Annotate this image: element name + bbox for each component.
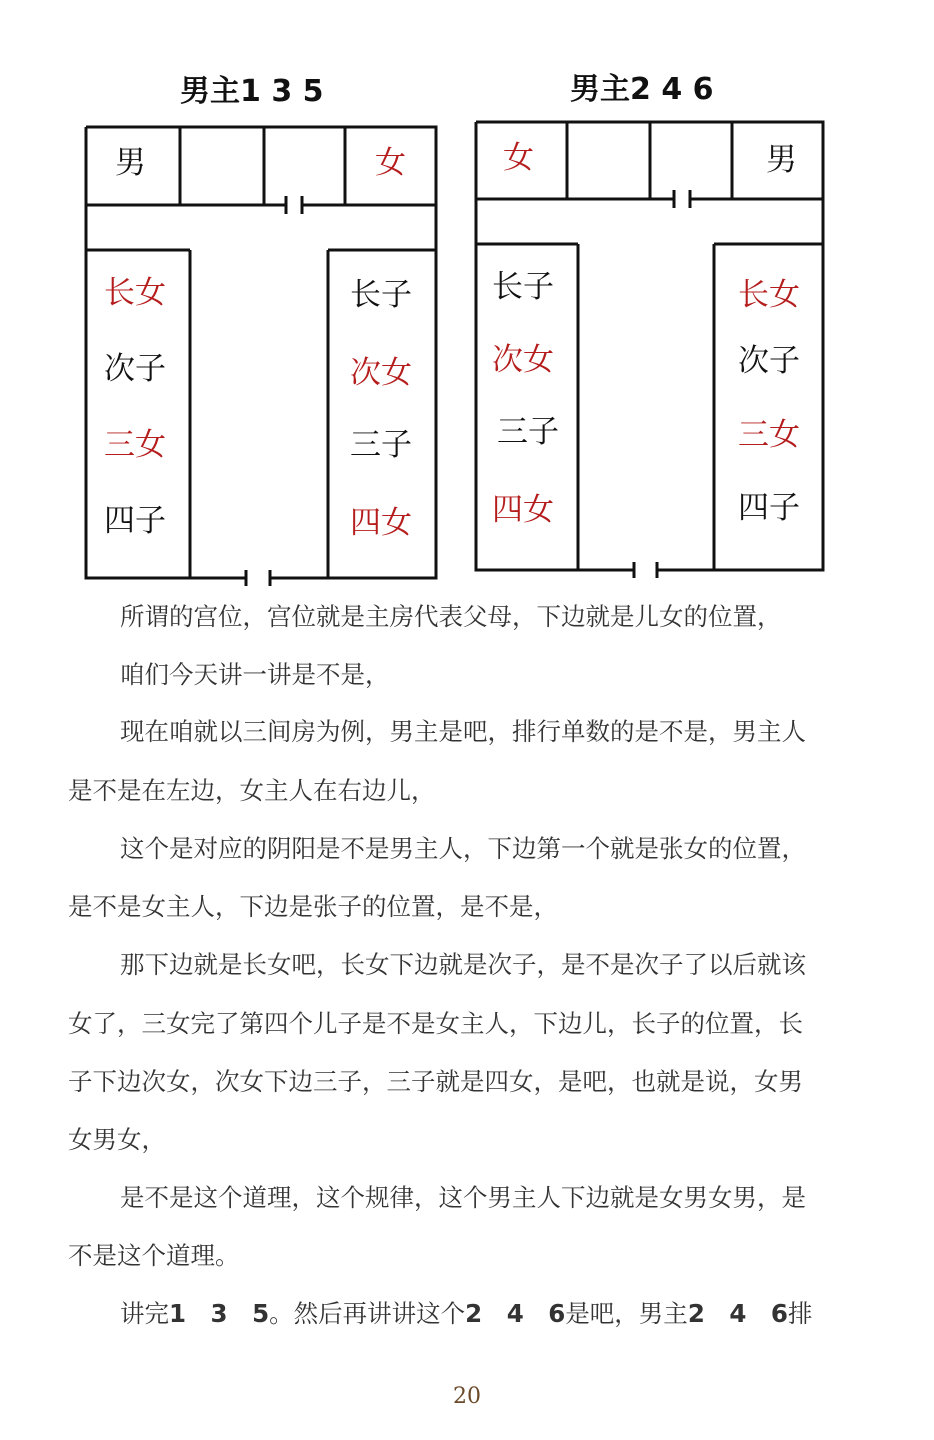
- paragraph-line: 那下边就是长女吧，长女下边就是次子，是不是次子了以后就该: [120, 950, 806, 979]
- paragraph-line: 咱们今天讲一讲是不是，: [120, 660, 390, 689]
- plan-1-left-room-3: 三女: [104, 427, 166, 463]
- paragraph-line: 是不是这个道理，这个规律，这个男主人下边就是女男女男，是: [120, 1183, 806, 1212]
- plan-2-right-room-1: 长女: [738, 277, 800, 313]
- paragraph-line: 子下边次女，次女下边三子，三子就是四女，是吧，也就是说，女男: [68, 1067, 803, 1096]
- paragraph-line: 不是这个道理。: [68, 1241, 240, 1270]
- plan-2-left-room-2: 次女: [492, 342, 554, 378]
- last-line-part-d: 排: [787, 1299, 813, 1328]
- plan-2-title: 男主2 4 6: [570, 72, 714, 107]
- plan-2-left-room-1: 长子: [492, 269, 554, 305]
- plan-1-left-room-1: 长女: [104, 275, 166, 311]
- paragraph-last-line: [120, 1299, 812, 1329]
- page-number: 20: [453, 1384, 481, 1409]
- plan-1-right-room-4: 四女: [350, 505, 412, 541]
- plan-2-left-room-3: 三子: [497, 414, 559, 450]
- plan-1-title: 男主1 3 5: [180, 74, 324, 109]
- plan-2-top-right-room: 男: [766, 142, 797, 178]
- plan-1-top-left-room: 男: [115, 145, 146, 181]
- paragraph-line: 是不是在左边，女主人在右边儿，: [68, 776, 436, 805]
- plan-1-right-room-1: 长子: [350, 277, 412, 313]
- paragraph-line: 是不是女主人，下边是张子的位置，是不是，: [68, 892, 558, 921]
- paragraph-line: 所谓的宫位，宫位就是主房代表父母，下边就是儿女的位置，: [120, 602, 782, 631]
- plan-1-left-room-4: 四子: [104, 503, 166, 539]
- plan-1-top-right-room: 女: [375, 145, 406, 181]
- last-line-numbers-2: 2 4 6: [465, 1299, 566, 1328]
- plan-2-right-room-2: 次子: [738, 343, 800, 379]
- plan-2-top-left-room: 女: [503, 140, 534, 176]
- plan-1-right-room-2: 次女: [350, 355, 412, 391]
- plan-2-right-room-3: 三女: [738, 417, 800, 453]
- paragraph-line: 女男女，: [68, 1125, 166, 1154]
- plan-2-right-room-4: 四子: [738, 490, 800, 526]
- paragraph-line: 这个是对应的阴阳是不是男主人，下边第一个就是张女的位置，: [120, 834, 806, 863]
- last-line-numbers-1: 1 3 5: [169, 1299, 270, 1328]
- last-line-part-a: 讲完: [120, 1299, 169, 1328]
- plan-1-left-room-2: 次子: [104, 351, 166, 387]
- paragraph-line: 女了，三女完了第四个儿子是不是女主人，下边儿，长子的位置，长: [68, 1009, 803, 1038]
- paragraph-line: 现在咱就以三间房为例，男主是吧，排行单数的是不是，男主人: [120, 717, 806, 746]
- last-line-part-b: 。然后再讲讲这个: [269, 1299, 466, 1328]
- plan-2-left-room-4: 四女: [492, 492, 554, 528]
- plan-1-right-room-3: 三子: [350, 427, 412, 463]
- last-line-part-c: 是吧，男主: [565, 1299, 688, 1328]
- last-line-numbers-3: 2 4 6: [687, 1299, 788, 1328]
